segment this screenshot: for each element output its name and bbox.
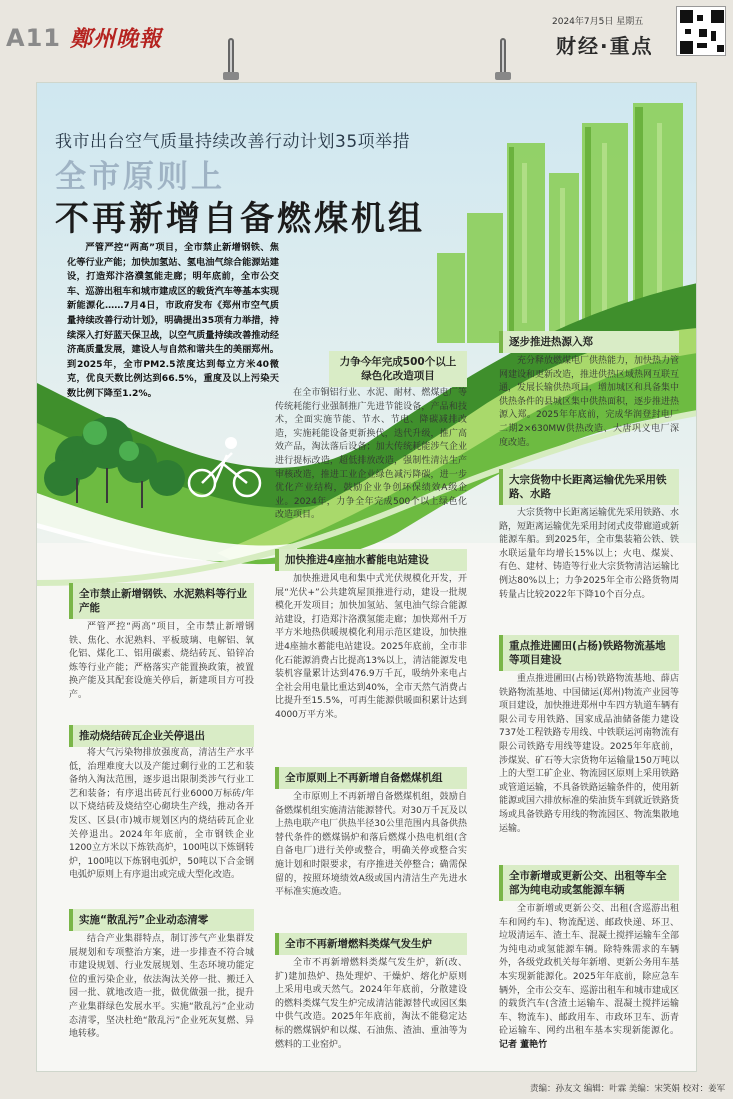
section-body: 充分释放燃煤电厂供热能力，加快热力管网建设和更新改造，推进供热区域热网互联互通，发展长输供热项目，增加城区和具备集中供热条件的县城区集中供热面积，逐步推进热源入郑。2025年年底前，完成华润登封电厂二期2×630MW供热改造、大唐巩义电厂深度改造。 bbox=[499, 356, 680, 448]
section-body bbox=[499, 903, 679, 1053]
section-body: 将大气污染物排放强度高，清洁生产水平低，治理难度大以及产能过剩行业的工艺和装备纳入淘汰范围，逐步退出限制类涉气行业工艺和装备；有序退出砖瓦行业6000万标砖/年以下烧结砖及烧结空心砌块生产线，推动各开发区、区县(市)城市规划区内的烧结砖瓦企业关停退出。2024年年底前，全市钢铁企业1200立方米以下炼铁高炉，100吨以下炼钢转炉，100吨以下炼钢电弧炉，50吨以下合金钢电弧炉原则上有序退出或完成大型化改造。 bbox=[69, 748, 254, 881]
section-body: 结合产业集群特点，制订涉气产业集群发展规划和专项整治方案，进一步排查不符合城市建设规划、行业发展规划、生态环境功能定位的重污染企业，依法淘汰关停一批、搬迁入园一批、就地改造一批，做优做强一批，提升产业集群绿色发展水平。实施“散乱污”企业动态清零，坚决杜绝“散乱污”企业死灰复燃、异地转移。 bbox=[69, 934, 254, 1040]
binder-clip-right-base-icon bbox=[495, 72, 511, 80]
section-body: 加快推进风电和集中式光伏规模化开发，开展“光伏+”公共建筑屋顶推进行动，建设一批规模化开发项目；加快加氢站、氢电油气综合能源站建设，打造郑汴洛濮氢能走廊；加快郑州千万平方米地热供暖规模化利用示范区建设，加快推进4座抽水蓄能电站建设。2025年底前，全市非化石能源消费占比提高13%以上，清洁能源发电装机容量累计达到476.9万千瓦，吸纳外来电占全社会用电量比重达到40%，全市天然气消费占比提升至15.5%，可再生能源供暖面积累计达到4000万平方米。 bbox=[275, 574, 467, 720]
section-heading: 全市新增或更新公交、出租等车全部为纯电动或氢能源车辆 bbox=[499, 865, 679, 901]
section-heading: 全市原则上不再新增自备燃煤机组 bbox=[275, 767, 467, 789]
qr-code-icon bbox=[676, 6, 726, 56]
section-body: 严管严控“两高”项目，全市禁止新增钢铁、焦化、水泥熟料、平板玻璃、电解铝、氧化铝、煤化工、铝用碳素、烧结砖瓦、铅锌冶炼等行业产能；严格落实产能置换政策，被置换产能及其配套设施关停后，新建项目方可投产。 bbox=[69, 622, 254, 700]
article-headline-line2: 不再新增自备燃煤机组 bbox=[55, 199, 425, 239]
section-body-text: 全市新增或更新公交、出租(含巡游出租车和网约车)、物流配送、邮政快递、环卫、垃圾清运车、渣土车、混凝土搅拌运输车全部为纯电动或氢能源车辆。除特殊需求的车辆外，各级党政机关每年新增、更新公务用车基本实现新能源化。2025年年底前，除应急车辆外，全市公交车、巡游出租车和城市建成区的载货汽车(含渣土运输车、混凝土搅拌运输车、物流车)、邮政用车、市政环卫车、沥青砼运输车、网约出租车基本实现新能源化。 bbox=[499, 904, 680, 1037]
page-number: A11 bbox=[6, 24, 61, 52]
binder-clip-left-base-icon bbox=[223, 72, 239, 80]
section-body: 全市原则上不再新增自备燃煤机组，鼓励自备燃煤机组实施清洁能源替代。对30万千瓦及以上热电联产电厂供热半径30公里范围内具备供热替代条件的燃煤锅炉和落后燃煤小热电机组(含自备电厂)进行关停或整合，明确关停或整合实施计划和时限要求，有序推进关停整合；确需保留的，按照环境绩效A级或国内清洁生产先进水平标准实施改造。 bbox=[275, 792, 467, 898]
section-heading: 逐步推进热源入郑 bbox=[499, 331, 679, 353]
section-body: 全市不再新增燃料类煤气发生炉，新(改、扩)建加热炉、热处理炉、干燥炉、熔化炉原则上采用电或天然气。2024年年底前，分散建设的燃料类煤气发生炉完成清洁能源替代或园区集中供气改造。2025年年底前，淘汰不能稳定达标的燃煤锅炉和以煤、石油焦、渣油、重油等为燃料的工业窑炉。 bbox=[275, 958, 467, 1050]
section-heading: 大宗货物中长距离运输优先采用铁路、水路 bbox=[499, 469, 679, 505]
issue-date: 2024年7月5日 星期五 bbox=[552, 17, 644, 27]
section-heading: 实施“散乱污”企业动态清零 bbox=[69, 909, 254, 931]
section-body: 重点推进圃田(占杨)铁路物流基地、薛店铁路物流基地、中国储运(郑州)物流产业园等项目建设，加快推进郑州中车四方轨道车辆有限公司专用铁路、国家成品油储备能力建设737处工程铁路专用线、中铁联运河南物流有限公司铁路专用线等建设。2025年年底前，涉煤炭、矿石等大宗货物年运输量150万吨以上的大型工矿企业、物流园区原则上采用铁路或管道运输，不具备铁路运输条件的，使用新能源或国六排放标准的柴油货车到就近铁路货场或具备铁路专用线的物流园区、物流集散地运输。 bbox=[499, 674, 680, 834]
section-heading: 加快推进4座抽水蓄能电站建设 bbox=[275, 549, 467, 571]
section-body: 大宗货物中长距离运输优先采用铁路、水路，短距离运输优先采用封闭式皮带廊道或新能源车船。到2025年，全市集装箱公铁、铁水联运量年均增长15%以上；火电、煤炭、有色、建材、铸造等行业大宗货物清洁运输比例达80%以上；力争2025年全市公路货物周转量占比较2022年下降10个百分点。 bbox=[499, 508, 680, 600]
editor-credits: 责编：孙友文 编辑：叶霖 美编：宋笑娟 校对：姜军 bbox=[530, 1084, 726, 1094]
section-heading: 推动烧结砖瓦企业关停退出 bbox=[69, 725, 254, 747]
section-heading: 重点推进圃田(占杨)铁路物流基地等项目建设 bbox=[499, 635, 679, 671]
section-title: 财经·重点 bbox=[556, 34, 654, 58]
section-body: 在全市铜铝行业、水泥、耐材、燃煤电厂等传统耗能行业强制推广先进节能设备，产品和技术，全面实施节能、节水、节电、降碳减排改造，实施耗能设备更新换代，迭代升级，推广高效产品，淘汰落后设备；加大传统耗能涉气企业进行提标改造，超低排放改造，强制性清洁生产审核改造，推进工业企业绿色减污降碳，进一步优化产业结构，鼓励企业争创环保绩效A级企业。2024年，力争全年完成500个以上绿色化改造项目。 bbox=[275, 388, 467, 521]
article-author: 记者 董艳竹 bbox=[499, 1039, 548, 1050]
section-heading: 全市禁止新增钢铁、水泥熟料等行业产能 bbox=[69, 583, 254, 619]
article-panel bbox=[36, 82, 697, 1072]
article-kicker: 我市出台空气质量持续改善行动计划35项举措 bbox=[55, 132, 411, 152]
article-headline-line1: 全市原则上 bbox=[55, 159, 225, 195]
newspaper-logo: 鄭州晚報 bbox=[70, 26, 163, 52]
article-lead: 严管严控“两高”项目，全市禁止新增钢铁、焦化等行业产能；加快加氢站、氢电油气综合能源站建设，打造郑汴洛濮氢能走廊；明年底前，全市公交车、巡游出租车和城市建成区的载货汽车等基本实现新能源化……7月4日，市政府发布《郑州市空气质量持续改善行动计划》，明确提出35项有力举措，持续深入打好蓝天保卫战，以空气质量持续改善推动经济高质量发展，建设人与自然和谐共生的美丽郑州。到2025年，全市PM2.5浓度达到每立方米40微克，优良天数比例达到66.5%，重度及以上污染天数比例下降至1.2%。 bbox=[67, 242, 279, 399]
section-heading: 全市不再新增燃料类煤气发生炉 bbox=[275, 933, 467, 955]
section-heading: 力争今年完成500个以上绿色化改造项目 bbox=[329, 351, 467, 387]
